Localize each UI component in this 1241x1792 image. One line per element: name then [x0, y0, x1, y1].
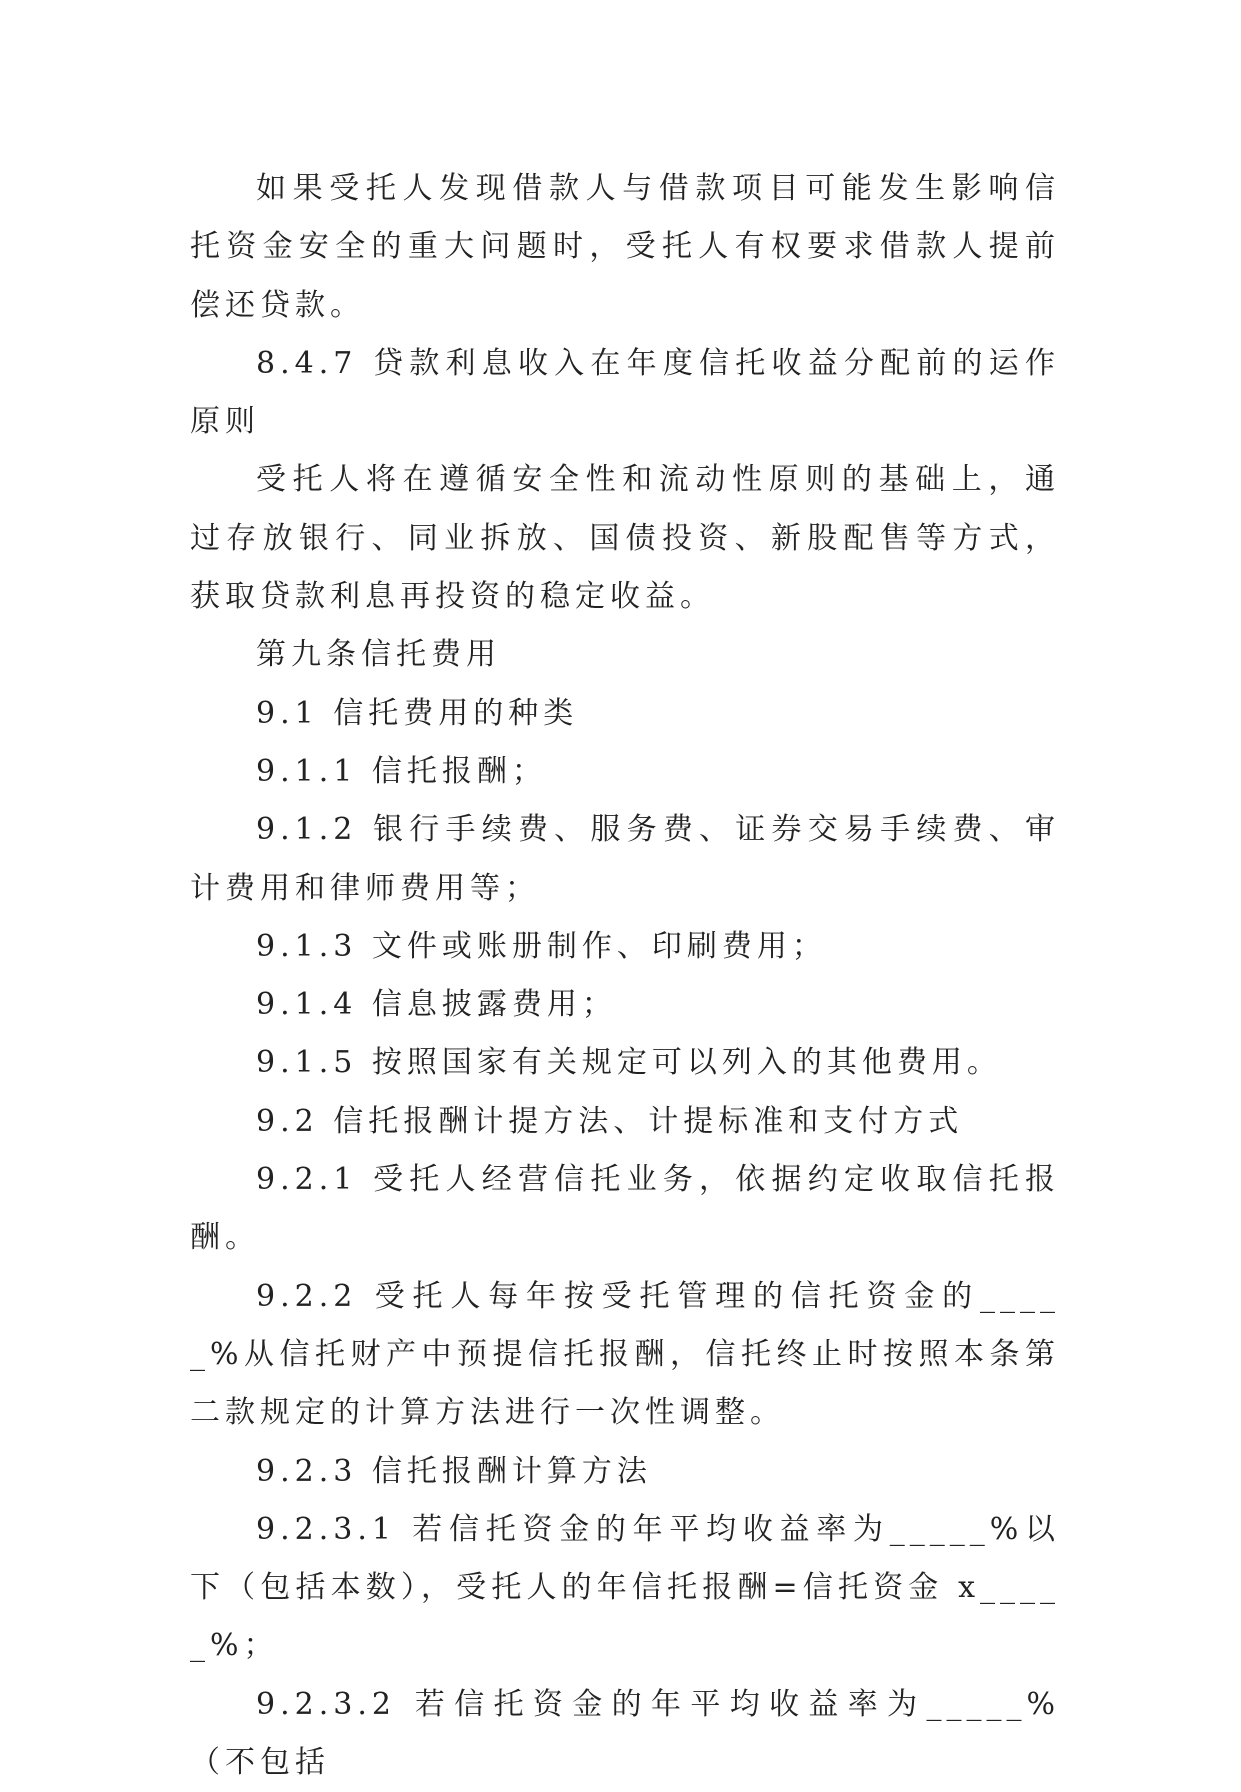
item-9-1-3: 9.1.3 文件或账册制作、印刷费用； — [256, 928, 827, 964]
heading-9-2-3: 9.2.3 信托报酬计算方法 — [256, 1453, 652, 1489]
item-9-1-2: 9.1.2 银行手续费、服务费、证券交易手续费、审计费用和律师费用等； — [190, 812, 1060, 906]
paragraph-reinvestment: 受托人将在遵循安全性和流动性原则的基础上，通过存放银行、同业拆放、国债投资、新股配售等方式，获取贷款利息再投资的稳定收益。 — [190, 462, 1060, 615]
heading-8-4-7: 8.4.7 贷款利息收入在年度信托收益分配前的运作原则 — [190, 345, 1060, 440]
heading-9-1: 9.1 信托费用的种类 — [256, 695, 579, 731]
paragraph-loan-risk: 如果受托人发现借款人与借款项目可能发生影响信托资金安全的重大问题时，受托人有权要求借款人提前偿还贷款。 — [190, 171, 1060, 323]
item-9-2-3-2: 9.2.3.2 若信托资金的年平均收益率为_____%（不包括 — [190, 1686, 1060, 1781]
document-body — [190, 160, 1060, 1792]
item-9-2-1: 9.2.1 受托人经营信托业务，依据约定收取信托报酬。 — [190, 1162, 1060, 1256]
item-9-2-3-1: 9.2.3.1 若信托资金的年平均收益率为_____%以下（包括本数），受托人的年信托报酬=信托资金 x_____%； — [190, 1511, 1060, 1664]
item-9-2-2: 9.2.2 受托人每年按受托管理的信托资金的_____%从信托财产中预提信托报酬，信托终止时按照本条第二款规定的计算方法进行一次性调整。 — [190, 1278, 1060, 1431]
heading-article-9: 第九条信托费用 — [256, 637, 501, 673]
item-9-1-1: 9.1.1 信托报酬； — [256, 753, 547, 789]
heading-9-2: 9.2 信托报酬计提方法、计提标准和支付方式 — [256, 1103, 964, 1139]
item-9-1-4: 9.1.4 信息披露费用； — [256, 987, 617, 1023]
item-9-1-5: 9.1.5 按照国家有关规定可以列入的其他费用。 — [256, 1045, 1002, 1081]
